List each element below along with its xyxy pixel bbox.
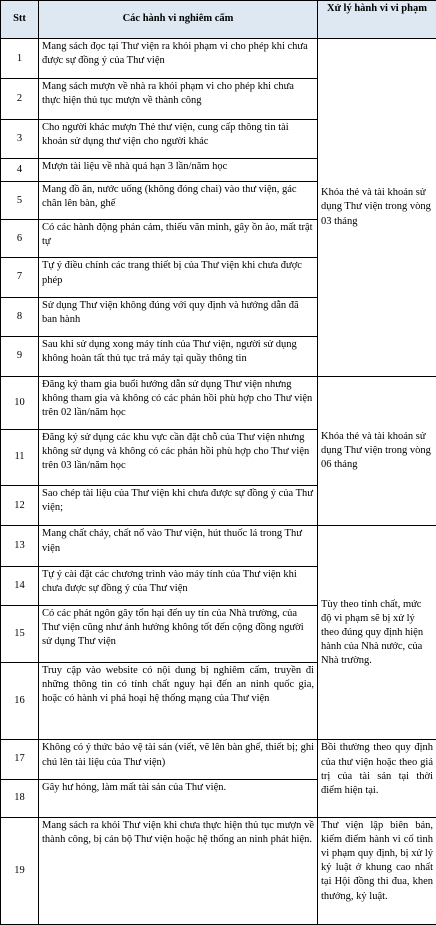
penalty-3-months: Khóa thẻ và tài khoản sử dụng Thư viện trong vòng 03 tháng xyxy=(318,39,436,377)
row-number: 16 xyxy=(1,663,39,740)
behavior-text: Sử dụng Thư viện không đúng với quy định và hướng dẫn đã ban hành xyxy=(39,297,318,336)
behavior-text: Gây hư hỏng, làm mất tài sản của Thư viện. xyxy=(39,779,318,817)
row-number: 4 xyxy=(1,158,39,181)
penalty-compensation: Bồi thường theo quy định của thư viện hoặc theo giá trị của tài sản tại thời điểm hiện tại. xyxy=(318,740,436,817)
header-behavior: Các hành vi nghiêm cấm xyxy=(39,1,318,39)
behavior-text: Đăng ký sử dụng các khu vực cần đặt chỗ của Thư viện nhưng không sử dụng và không có các phản hồi phù hợp cho Thư viện trên 03 lần/năm học xyxy=(39,429,318,485)
penalty-discipline: Thư viện lập biên bản, kiểm điểm hành vi cố tình vi phạm quy định, bị xử lý kỷ luật ở khung cao nhất tại Hội đồng thi đua, khen thưởng, kỷ luật. xyxy=(318,817,436,924)
behavior-text: Mang sách ra khỏi Thư viện khi chưa thực hiện thủ tục mượn về thành công, bị cán bộ Thư viện hoặc hệ thống an ninh phát hiện. xyxy=(39,817,318,924)
behavior-text: Mang sách mượn về nhà ra khỏi phạm vi cho phép khi chưa thực hiện thủ tục mượn về thành công xyxy=(39,79,318,119)
behavior-text: Mang chất cháy, chất nổ vào Thư viện, hút thuốc lá trong Thư viện xyxy=(39,526,318,566)
header-penalty: Xử lý hành vi vi phạm xyxy=(318,1,436,39)
behavior-text: Không có ý thức bảo vệ tài sản (viết, vẽ lên bàn ghế, thiết bị; ghi chú lên tài liệu của Thư viện) xyxy=(39,740,318,779)
row-number: 2 xyxy=(1,79,39,119)
row-number: 5 xyxy=(1,182,39,220)
row-number: 17 xyxy=(1,740,39,779)
behavior-text: Sau khi sử dụng xong máy tính của Thư viện, người sử dụng không hoàn tất thủ tục trả máy tại quầy thông tin xyxy=(39,336,318,376)
row-number: 1 xyxy=(1,39,39,79)
row-number: 18 xyxy=(1,779,39,817)
header-stt: Stt xyxy=(1,1,39,39)
behavior-text: Mượn tài liệu về nhà quá hạn 3 lần/năm học xyxy=(39,158,318,181)
row-number: 3 xyxy=(1,119,39,158)
behavior-text: Mang đồ ăn, nước uống (không đóng chai) vào thư viện, gác chân lên bàn, ghế xyxy=(39,182,318,220)
table-row xyxy=(1,526,436,566)
row-number: 6 xyxy=(1,220,39,258)
behavior-text: Cho người khác mượn Thẻ thư viện, cung cấp thông tin tài khoản sử dụng thư viện cho người khác xyxy=(39,119,318,158)
table-row xyxy=(1,740,436,779)
row-number: 13 xyxy=(1,526,39,566)
row-number: 15 xyxy=(1,605,39,662)
behavior-text: Có các phát ngôn gây tổn hại đến uy tín của Nhà trường, của Thư viện cũng như ảnh hưởng không tốt đến cộng đồng người sử dụng Thư viện xyxy=(39,605,318,662)
table-row xyxy=(1,377,436,430)
behavior-text: Có các hành động phản cảm, thiếu văn minh, gây ồn ào, mất trật tự xyxy=(39,220,318,258)
behavior-text: Sao chép tài liệu của Thư viện khi chưa được sự đồng ý của Thư viện; xyxy=(39,486,318,526)
row-number: 11 xyxy=(1,429,39,485)
behavior-text: Tự ý điều chỉnh các trang thiết bị của Thư viện khi chưa được phép xyxy=(39,258,318,297)
behavior-text: Đăng ký tham gia buổi hướng dẫn sử dụng Thư viện nhưng không tham gia và không có các phản hồi phù hợp cho Thư viện trên 02 lần/năm học xyxy=(39,377,318,430)
row-number: 14 xyxy=(1,566,39,605)
row-number: 9 xyxy=(1,336,39,376)
behavior-text: Tự ý cài đặt các chương trình vào máy tính của Thư viện khi chưa được sự đồng ý của Thư viện xyxy=(39,566,318,605)
row-number: 12 xyxy=(1,486,39,526)
row-number: 10 xyxy=(1,377,39,430)
row-number: 7 xyxy=(1,258,39,297)
table-row xyxy=(1,39,436,79)
behavior-text: Truy cập vào website có nội dung bị nghiêm cấm, truyền đi những thông tin có tính chất nguy hại đến an ninh quốc gia, hoặc có hành vi phá hoại hệ thống mạng của Thư viện xyxy=(39,663,318,740)
table-row xyxy=(1,817,436,924)
table-header-row xyxy=(1,1,436,39)
penalty-6-months: Khóa thẻ và tài khoản sử dụng Thư viện trong vòng 06 tháng xyxy=(318,377,436,526)
row-number: 19 xyxy=(1,817,39,924)
penalty-legal: Tùy theo tính chất, mức độ vi phạm sẽ bị xử lý theo đúng quy định hiện hành của Nhà nước, của Nhà trường. xyxy=(318,526,436,740)
row-number: 8 xyxy=(1,297,39,336)
behavior-text: Mang sách đọc tại Thư viện ra khỏi phạm vi cho phép khi chưa được sự đồng ý của Thư viện xyxy=(39,39,318,79)
